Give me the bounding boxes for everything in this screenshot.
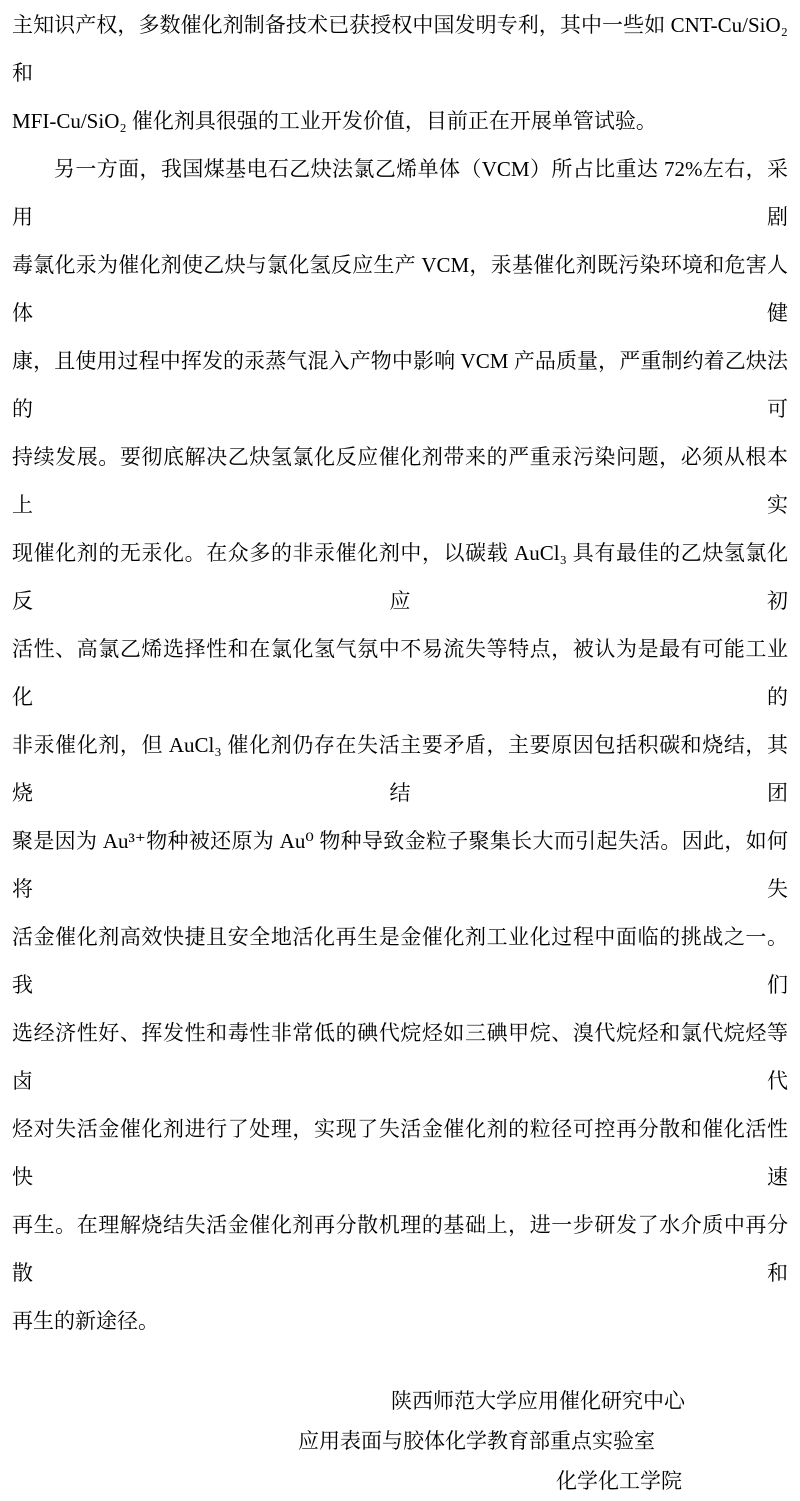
body-text-line-5: 康，且使用过程中挥发的汞蒸气混入产物中影响 VCM 产品质量，严重制约着乙炔法的可 (12, 349, 788, 421)
body-text-line-14: 再生。在理解烧结失活金催化剂再分散机理的基础上，进一步研发了水介质中再分散和 (12, 1213, 788, 1285)
body-text-line-6: 持续发展。要彻底解决乙炔氢氯化反应催化剂带来的严重汞污染问题，必须从根本上实 (12, 445, 788, 517)
body-text-line-7: 现催化剂的无汞化。在众多的非汞催化剂中，以碳载 AuCl₃ 具有最佳的乙炔氢氯化反应初 (12, 541, 788, 613)
body-text-line-12: 选经济性好、挥发性和毒性非常低的碘代烷烃如三碘甲烷、溴代烷烃和氯代烷烃等卤代 (12, 1021, 788, 1093)
signature-line-school: 化学化工学院 (556, 1469, 682, 1493)
signature-line-research-center: 陕西师范大学应用催化研究中心 (391, 1389, 685, 1413)
body-text-line-8: 活性、高氯乙烯选择性和在氯化氢气氛中不易流失等特点，被认为是最有可能工业化的 (12, 637, 788, 709)
body-text-line-10: 聚是因为 Au³⁺物种被还原为 Au⁰ 物种导致金粒子聚集长大而引起失活。因此，如何将失 (12, 829, 788, 901)
body-text-line-2: MFI-Cu/SiO₂ 催化剂具很强的工业开发价值，目前正在开展单管试验。 (12, 109, 657, 133)
body-text-line-1: 主知识产权，多数催化剂制备技术已获授权中国发明专利，其中一些如 CNT-Cu/SiO₂ 和 (12, 13, 788, 85)
body-text-line-3: 另一方面，我国煤基电石乙炔法氯乙烯单体（VCM）所占比重达 72%左右，采用剧 (12, 157, 788, 229)
body-text-line-13: 烃对失活金催化剂进行了处理，实现了失活金催化剂的粒径可控再分散和催化活性快速 (12, 1117, 788, 1189)
body-text-line-11: 活金催化剂高效快捷且安全地活化再生是金催化剂工业化过程中面临的挑战之一。我们 (12, 925, 788, 997)
signature-block (0, 1381, 800, 1501)
body-text-line-15: 再生的新途径。 (12, 1309, 159, 1333)
signature-line-key-laboratory: 应用表面与胶体化学教育部重点实验室 (298, 1429, 655, 1453)
body-text-line-9: 非汞催化剂，但 AuCl₃ 催化剂仍存在失活主要矛盾，主要原因包括积碳和烧结，其烧结团 (12, 733, 788, 805)
body-text-line-4: 毒氯化汞为催化剂使乙炔与氯化氢反应生产 VCM，汞基催化剂既污染环境和危害人体健 (12, 253, 788, 325)
